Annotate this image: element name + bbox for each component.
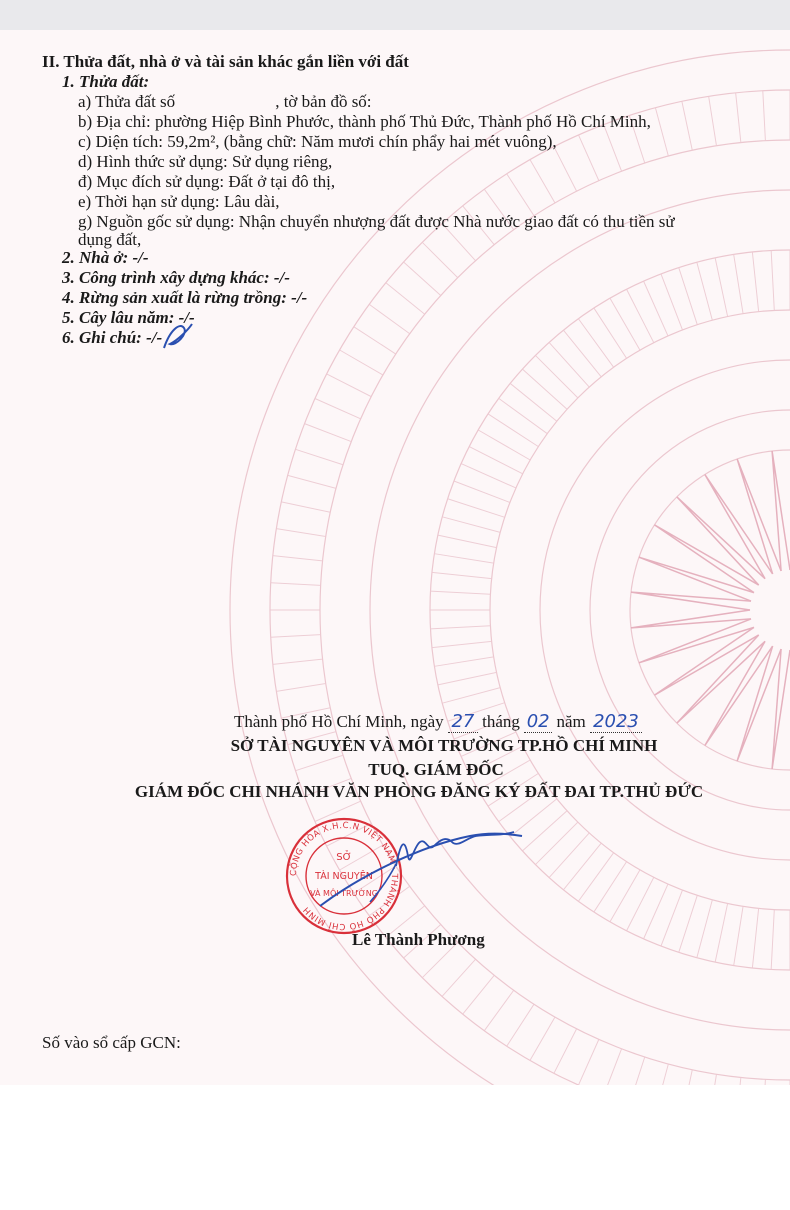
item-plot-number xyxy=(78,92,372,112)
date-prefix: Thành phố Hồ Chí Minh, ngày xyxy=(234,712,444,731)
register-number-label: Số vào sổ cấp GCN: xyxy=(42,1033,181,1052)
item-notes: 6. Ghi chú: -/- xyxy=(62,328,163,347)
item-house: 2. Nhà ở: -/- xyxy=(62,248,149,267)
item-other-construction: 3. Công trình xây dựng khác: -/- xyxy=(62,268,290,287)
item-origin: g) Nguồn gốc sử dụng: Nhận chuyển nhượng đất được Nhà nước giao đất có thu tiền sử xyxy=(78,212,675,231)
item-perennial-trees: 5. Cây lâu năm: -/- xyxy=(62,308,195,327)
date-month: 02 xyxy=(524,712,552,733)
stamp-center-line-3: VÀ MÔI TRƯỜNG xyxy=(310,889,378,898)
plot-number-label: a) Thửa đất số xyxy=(78,92,176,111)
item-origin-cont: dụng đất, xyxy=(78,230,142,249)
agency-title: SỞ TÀI NGUYÊN VÀ MÔI TRƯỜNG TP.HỒ CHÍ MINH xyxy=(230,736,658,755)
stamp-center-line-2: TÀI NGUYÊN xyxy=(315,871,373,882)
stamp-outer-text: CỘNG HÒA X.H.C.N VIỆT NAM · THÀNH PHỐ HỒ CHÍ MINH xyxy=(288,820,400,932)
date-line xyxy=(234,712,642,733)
top-bar xyxy=(0,0,790,30)
sub-title-land-plot: 1. Thửa đất: xyxy=(62,72,150,91)
position-title: GIÁM ĐỐC CHI NHÁNH VĂN PHÒNG ĐĂNG KÝ ĐẤT ĐAI TP.THỦ ĐỨC xyxy=(134,782,704,801)
item-production-forest: 4. Rừng sản xuất là rừng trồng: -/- xyxy=(62,288,308,307)
signature-icon xyxy=(300,806,530,916)
item-usage-term: e) Thời hạn sử dụng: Lâu dài, xyxy=(78,192,280,211)
map-sheet-label: , tờ bản đồ số: xyxy=(275,92,372,111)
date-day: 27 xyxy=(448,712,478,733)
initial-mark-icon xyxy=(158,320,198,354)
item-usage-purpose: đ) Mục đích sử dụng: Đất ở tại đô thị, xyxy=(78,172,336,191)
year-label: năm xyxy=(556,712,586,731)
blank-bottom-area xyxy=(0,1085,790,1210)
item-area: c) Diện tích: 59,2m², (bằng chữ: Năm mươi chín phẩy hai mét vuông), xyxy=(78,132,557,151)
date-year: 2023 xyxy=(590,712,642,733)
month-label: tháng xyxy=(482,712,520,731)
signer-name: Lê Thành Phương xyxy=(352,930,485,949)
tuq-title: TUQ. GIÁM ĐỐC xyxy=(368,760,504,779)
item-usage-form: d) Hình thức sử dụng: Sử dụng riêng, xyxy=(78,152,333,171)
section-heading: II. Thửa đất, nhà ở và tài sản khác gắn liền với đất xyxy=(42,52,409,71)
item-address: b) Địa chỉ: phường Hiệp Bình Phước, thành phố Thủ Đức, Thành phố Hồ Chí Minh, xyxy=(78,112,651,131)
stamp-center-line-1: SỞ xyxy=(336,852,352,863)
certificate-page xyxy=(0,30,790,1085)
